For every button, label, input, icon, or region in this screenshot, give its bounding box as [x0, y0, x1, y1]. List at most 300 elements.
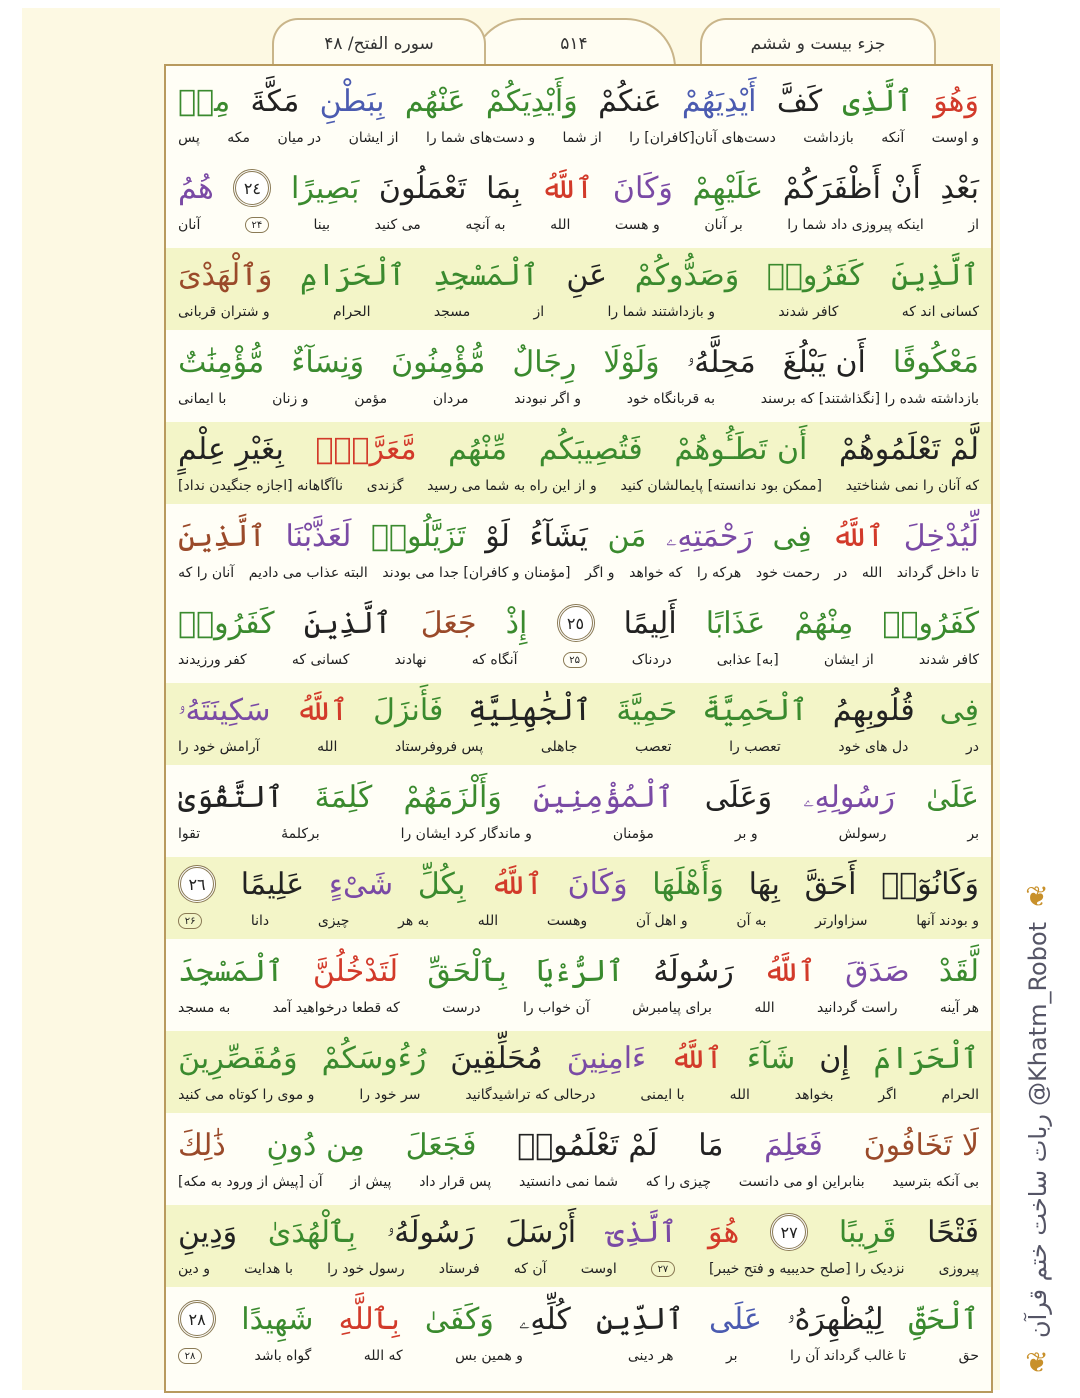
arabic-word: مِنۢ: [178, 83, 231, 119]
arabic-word: جَعَلَ: [420, 605, 477, 641]
arabic-word: مَحِلَّهُۥ: [686, 344, 756, 380]
arabic-word: وَكَفَىٰ: [424, 1301, 494, 1337]
arabic-word: ٱللَّهُ: [490, 866, 543, 902]
translation-word: به هر: [398, 913, 430, 929]
verse-line: [166, 1205, 991, 1287]
arabic-word: وَكَانَ: [612, 170, 673, 206]
page-frame: [22, 8, 1000, 1390]
arabic-word: بِمَا: [486, 170, 521, 206]
arabic-text-row: [178, 1122, 979, 1168]
translation-word: هر آینه: [939, 1000, 979, 1016]
arabic-word: مِنْهُمْ: [794, 605, 854, 641]
arabic-text-row: [178, 426, 979, 472]
arabic-word: مِن دُونِ: [266, 1127, 365, 1163]
translation-word: جاهلی: [540, 739, 578, 755]
arabic-word: بِٱللَّهِ: [338, 1301, 400, 1337]
translation-word: هرکه را: [696, 565, 742, 581]
side-watermark-panel: [1000, 880, 1070, 1380]
verse-line: [166, 683, 991, 765]
translation-word: الله: [861, 565, 883, 581]
translation-word: بازداشت: [803, 130, 854, 146]
ayah-number-medallion: ٢٥: [557, 604, 595, 642]
arabic-word: ٱلْحَمِيَّةَ: [702, 692, 808, 728]
persian-translation-row: [178, 300, 979, 324]
translation-word: آن [پیش از ورود به مکه]: [178, 1174, 323, 1190]
arabic-word: ٱلْمُؤْمِنِينَ: [532, 779, 674, 815]
translation-word: از: [533, 304, 545, 320]
translation-word: دردناک: [631, 652, 672, 668]
translation-word: مسجد: [433, 304, 471, 320]
arabic-word: مُحَلِّقِينَ: [450, 1040, 543, 1076]
translation-word: کسانی که: [291, 652, 350, 668]
translation-word: و بازداشتند شما را: [607, 304, 715, 320]
quran-page-body: [164, 64, 993, 1393]
arabic-word: لَوْ: [485, 518, 510, 554]
arabic-word: كَفَّ: [776, 83, 823, 119]
persian-translation-row: [178, 1083, 979, 1107]
arabic-word: عَلِيمًا: [240, 866, 305, 902]
translation-word: از ایشان: [823, 652, 874, 668]
arabic-word: هُوَ: [707, 1214, 740, 1250]
arabic-word: مَكَّةَ: [250, 83, 300, 119]
translation-word: رسولش: [838, 826, 887, 842]
arabic-word: تَزَيَّلُوا۟: [371, 518, 466, 554]
arabic-word: عَلَيْهِمْ: [692, 170, 764, 206]
translation-word: اینکه پیروزی داد شما را: [787, 217, 924, 233]
arabic-word: مَا: [698, 1127, 724, 1163]
persian-translation-row: [178, 996, 979, 1020]
translation-word: [به] عذابی: [716, 652, 779, 668]
arabic-word: وَهُوَ: [933, 83, 979, 119]
verse-line: [166, 944, 991, 1026]
translation-word: شما نمی دانستید: [519, 1174, 618, 1190]
translation-word: سزاوارتر: [815, 913, 868, 929]
arabic-word: كَفَرُوا۟: [882, 605, 979, 641]
arabic-word: فَتْحًا: [927, 1214, 979, 1250]
translation-word: کفر ورزیدند: [178, 652, 247, 668]
arabic-word: بَعْدِ: [940, 170, 979, 206]
translation-word: آنان: [178, 217, 201, 233]
arabic-word: مُّؤْمِنُونَ: [391, 344, 486, 380]
arabic-text-row: [178, 339, 979, 385]
translation-word: از ایشان: [348, 130, 399, 146]
translation-word: و از این راه به شما می رسید: [427, 478, 597, 494]
arabic-word: إِذْ: [505, 605, 528, 641]
arabic-word: بِغَيْرِ عِلْمٍ: [178, 431, 284, 467]
verse-line: [166, 74, 991, 156]
translation-word: الله: [477, 913, 499, 929]
translation-word: کافر شدند: [778, 304, 839, 320]
arabic-word: رِجَالٌ: [512, 344, 577, 380]
translation-word: فرستاد: [438, 1261, 480, 1277]
translation-word: با هدایت: [244, 1261, 293, 1277]
verse-line: [166, 857, 991, 939]
translation-word: و اوست: [931, 130, 979, 146]
translation-word: و اگر: [585, 565, 615, 581]
surah-label: سوره الفتح/ ۴۸: [324, 34, 434, 54]
arabic-word: وَصَدُّوكُمْ: [634, 257, 740, 293]
translation-word: پیروزی: [938, 1261, 979, 1277]
translation-word: آن که: [513, 1261, 547, 1277]
arabic-text-row: [178, 687, 979, 733]
arabic-text-row: [178, 1035, 979, 1081]
translation-word: سر خود را: [359, 1087, 421, 1103]
arabic-word: رَسُولَهُ: [653, 953, 734, 989]
arabic-word: عَذَابًا: [705, 605, 766, 641]
arabic-word: ٱلْحَقِّ: [908, 1301, 979, 1337]
arabic-word: مَعْكُوفًا: [892, 344, 979, 380]
arabic-word: شَىْءٍ: [328, 866, 394, 902]
translation-word: مردان: [432, 391, 469, 407]
translation-word: الله: [754, 1000, 775, 1016]
translation-word: و دین: [178, 1261, 210, 1277]
arabic-text-row: [178, 1296, 979, 1342]
translation-word: برکلمهٔ: [281, 826, 320, 842]
arabic-word: ٱلَّذِينَ: [891, 257, 979, 293]
translation-word: چیزی: [317, 913, 350, 929]
ayah-number-small: ۲۷: [651, 1261, 675, 1277]
ayah-number-small: ۲۵: [563, 652, 587, 668]
arabic-word: أَرْسَلَ: [505, 1214, 577, 1250]
verse-line: [166, 1118, 991, 1200]
translation-word: برای پیامبرش: [632, 1000, 712, 1016]
translation-word: کسانی اند که: [901, 304, 979, 320]
arabic-word: شَهِيدًا: [241, 1301, 314, 1337]
arabic-word: قَرِيبًا: [838, 1214, 897, 1250]
arabic-word: ٱلَّذِينَ: [178, 518, 266, 554]
arabic-word: وَٱلْهَدْىَ: [178, 257, 273, 293]
arabic-text-row: [178, 165, 979, 211]
arabic-word: فَجَعَلَ: [405, 1127, 477, 1163]
arabic-word: لِّيُدْخِلَ: [903, 518, 979, 554]
translation-word: و اهل آن: [635, 913, 688, 929]
arabic-word: بَصِيرًا: [291, 170, 360, 206]
arabic-word: ٱلْحَرَامِ: [300, 257, 406, 293]
translation-word: راست گردانید: [816, 1000, 898, 1016]
arabic-word: لَعَذَّبْنَا: [285, 518, 352, 554]
translation-word: آرامش خود را: [178, 739, 260, 755]
translation-word: رحمت خود: [755, 565, 820, 581]
verse-line: [166, 509, 991, 591]
translation-word: الحرام: [941, 1087, 979, 1103]
translation-word: تا داخل گرداند: [896, 565, 979, 581]
translation-word: وهست: [546, 913, 588, 929]
arabic-word: وَلَوْلَا: [603, 344, 660, 380]
translation-word: بر: [725, 1348, 738, 1364]
persian-translation-row: [178, 648, 979, 672]
arabic-word: وَعَلَى: [704, 779, 773, 815]
arabic-word: حَمِيَّةَ: [616, 692, 678, 728]
arabic-word: ٱلتَّقْوَىٰ: [178, 779, 284, 815]
translation-word: [مؤمنان و کافران] جدا می بودند: [382, 565, 571, 581]
translation-word: از: [968, 217, 979, 233]
translation-word: به مسجد: [178, 1000, 231, 1016]
translation-word: الله: [550, 217, 571, 233]
translation-word: و زنان: [272, 391, 309, 407]
arabic-word: لَا تَخَافُونَ: [863, 1127, 979, 1163]
arabic-word: أَن يَبْلُغَ: [782, 344, 866, 380]
arabic-word: بِبَطْنِ: [319, 83, 385, 119]
arabic-word: لَتَدْخُلُنَّ: [312, 953, 399, 989]
translation-word: آنان را که: [178, 565, 235, 581]
arabic-text-row: [178, 78, 979, 124]
arabic-text-row: [178, 513, 979, 559]
persian-translation-row: [178, 561, 979, 585]
ayah-number-medallion: ٢٤: [233, 169, 271, 207]
arabic-word: فِى: [939, 692, 979, 728]
arabic-word: ٱلرُّءْيَا: [536, 953, 625, 989]
translation-word: الله: [729, 1087, 750, 1103]
translation-word: که الله: [363, 1348, 403, 1364]
arabic-word: ٱللَّهُ: [540, 170, 594, 206]
side-watermark-text: [1008, 900, 1068, 1360]
arabic-word: رَحْمَتِهِۦ: [665, 518, 753, 554]
arabic-word: وَأَلْزَمَهُمْ: [403, 779, 502, 815]
persian-translation-row: [178, 1344, 979, 1368]
arabic-word: ٱللَّهُ: [763, 953, 816, 989]
translation-word: مؤمنان: [612, 826, 654, 842]
arabic-word: ذَٰلِكَ: [178, 1127, 226, 1163]
translation-word: مؤمن: [354, 391, 388, 407]
translation-word: بخواهد: [794, 1087, 834, 1103]
translation-word: بر آنان: [704, 217, 743, 233]
arabic-word: أَنْ أَظْفَرَكُمْ: [782, 170, 921, 206]
arabic-word: بِٱلْهُدَىٰ: [267, 1214, 356, 1250]
arabic-word: شَآءَ: [746, 1040, 796, 1076]
arabic-word: رُءُوسَكُمْ: [321, 1040, 427, 1076]
watermark-handle: @Khatm_Robot: [1024, 922, 1052, 1107]
arabic-word: لَمْ تَعْلَمُوا۟: [517, 1127, 658, 1163]
arabic-word: ٱللَّهُ: [295, 692, 349, 728]
persian-translation-row: [178, 213, 979, 237]
translation-word: که خواهد: [629, 565, 683, 581]
arabic-word: ٱلَّذِىٓ: [606, 1214, 678, 1250]
page-header: [172, 18, 932, 68]
arabic-word: مَن: [607, 518, 647, 554]
translation-word: نزدیک را [صلح حدیبیه و فتح خیبر]: [709, 1261, 905, 1277]
arabic-word: أَيْدِيَهُمْ: [681, 83, 757, 119]
translation-word: چیزی را که: [645, 1174, 711, 1190]
arabic-word: بِكُلِّ: [417, 866, 466, 902]
arabic-word: وَأَهْلَهَا: [652, 866, 724, 902]
arabic-word: تَعْمَلُونَ: [378, 170, 467, 206]
translation-word: تا غالب گرداند آن را: [790, 1348, 907, 1364]
arabic-text-row: [178, 774, 979, 820]
translation-word: البته عذاب می دادیم: [248, 565, 368, 581]
arabic-text-row: [178, 600, 979, 646]
arabic-word: لَّمْ تَعْلَمُوهُمْ: [838, 431, 979, 467]
juz-label: جزء بیست و ششم: [750, 34, 886, 54]
juz-tab: [700, 18, 936, 68]
arabic-word: وَأَيْدِيَكُمْ: [485, 83, 578, 119]
arabic-word: عَلَىٰ: [926, 779, 979, 815]
ayah-number-medallion: ٢٦: [178, 865, 216, 903]
persian-translation-row: [178, 1257, 979, 1281]
translation-word: آن خواب را: [523, 1000, 590, 1016]
translation-word: الحرام: [333, 304, 371, 320]
translation-word: آنگاه که: [471, 652, 518, 668]
translation-word: کافر شدند: [918, 652, 979, 668]
translation-word: که قطعا درخواهید آمد: [272, 1000, 400, 1016]
translation-word: ناآگاهانه [اجازه جنگیدن نداد]: [178, 478, 344, 494]
arabic-word: ءَامِنِينَ: [566, 1040, 647, 1076]
verse-line: [166, 1031, 991, 1113]
ornament-top-icon: ❦: [1025, 880, 1049, 913]
arabic-text-row: [178, 948, 979, 994]
verse-line: [166, 1292, 991, 1374]
translation-word: گواه باشد: [254, 1348, 312, 1364]
persian-translation-row: [178, 909, 979, 933]
translation-word: و بودند آنها: [916, 913, 979, 929]
arabic-word: سَكِينَتَهُۥ: [178, 692, 271, 728]
ornament-bottom-icon: ❦: [1025, 1346, 1049, 1379]
translation-word: به آن: [736, 913, 767, 929]
translation-word: در: [966, 739, 979, 755]
arabic-text-row: [178, 861, 979, 907]
translation-word: تعصب را: [729, 739, 781, 755]
arabic-word: فِى: [772, 518, 812, 554]
surah-tab: [272, 18, 486, 68]
translation-word: رسول خود را: [327, 1261, 405, 1277]
arabic-word: وَكَانَ: [567, 866, 628, 902]
translation-word: تقوا: [178, 826, 201, 842]
verse-line: [166, 248, 991, 330]
arabic-word: قُلُوبِهِمُ: [832, 692, 915, 728]
arabic-word: ٱللَّهُ: [831, 518, 885, 554]
translation-word: درحالی که تراشیدگانید: [465, 1087, 596, 1103]
arabic-word: أَلِيمًا: [623, 605, 677, 641]
arabic-word: ٱلدِّينِ: [595, 1301, 684, 1337]
arabic-text-row: [178, 1209, 979, 1255]
arabic-word: أَحَقَّ: [804, 866, 857, 902]
arabic-word: ٱلَّذِينَ: [303, 605, 392, 641]
arabic-word: ٱلْحَرَامَ: [873, 1040, 979, 1076]
arabic-word: كَفَرُوا۟: [178, 605, 275, 641]
persian-translation-row: [178, 474, 979, 498]
translation-word: و هست: [614, 217, 660, 233]
translation-word: به قربانگاه خود: [626, 391, 716, 407]
arabic-word: لِيُظْهِرَهُۥ: [787, 1301, 884, 1337]
persian-translation-row: [178, 387, 979, 411]
translation-word: پس قرار داد: [419, 1174, 492, 1190]
translation-word: و ماندگار کرد ایشان را: [400, 826, 532, 842]
arabic-word: فَعَلِمَ: [764, 1127, 823, 1163]
arabic-word: ٱلْجَٰهِلِيَّةِ: [468, 692, 592, 728]
translation-word: بر: [967, 826, 979, 842]
translation-word: اوست: [580, 1261, 617, 1277]
verse-line: [166, 161, 991, 243]
translation-word: الله: [317, 739, 338, 755]
watermark-title: ربات ساخت ختم قرآن: [1024, 1114, 1052, 1339]
ayah-number-small: ۲۴: [245, 217, 269, 233]
persian-translation-row: [178, 822, 979, 846]
ayah-number-medallion: ٢٨: [178, 1300, 216, 1338]
persian-translation-row: [178, 735, 979, 759]
verse-line: [166, 596, 991, 678]
page-number-tab: [472, 18, 676, 68]
translation-word: بی آنکه بترسید: [892, 1174, 979, 1190]
arabic-text-row: [178, 252, 979, 298]
arabic-word: مِّنْهُم: [448, 431, 508, 467]
arabic-word: عَلَى: [709, 1301, 762, 1337]
translation-word: درست: [442, 1000, 481, 1016]
translation-word: اگر: [878, 1087, 897, 1103]
arabic-word: أَن تَطَـُٔوهُمْ: [674, 431, 808, 467]
translation-word: می کنید: [374, 217, 421, 233]
translation-word: به آنچه: [465, 217, 506, 233]
arabic-word: مُّؤْمِنَٰتٌ: [178, 344, 265, 380]
translation-word: بازداشته شده را [نگذاشتند] که برسند: [760, 391, 979, 407]
translation-word: [ممکن بود ندانسته] پایمالشان کنید: [620, 478, 822, 494]
translation-word: دانا: [250, 913, 270, 929]
arabic-word: بِهَا: [748, 866, 780, 902]
translation-word: و همین بس: [455, 1348, 523, 1364]
arabic-word: مَّعَرَّةٌۢ: [315, 431, 417, 467]
translation-word: بینا: [313, 217, 331, 233]
arabic-word: يَشَآءُ: [529, 518, 588, 554]
translation-word: از شما: [562, 130, 602, 146]
verse-line: [166, 770, 991, 852]
translation-word: پس: [178, 130, 200, 146]
page-number: ۵۱۴: [560, 34, 588, 54]
translation-word: پیش از: [350, 1174, 392, 1190]
arabic-word: وَنِسَآءٌ: [291, 344, 365, 380]
persian-translation-row: [178, 126, 979, 150]
arabic-word: عَنِ: [566, 257, 608, 293]
translation-word: آنکه: [881, 130, 905, 146]
verse-line: [166, 335, 991, 417]
arabic-word: لَّقَدْ: [938, 953, 979, 989]
arabic-word: عَنكُمْ: [598, 83, 662, 119]
persian-translation-row: [178, 1170, 979, 1194]
translation-word: در: [834, 565, 848, 581]
arabic-word: كَلِمَةَ: [314, 779, 373, 815]
translation-word: دل های خود: [838, 739, 909, 755]
arabic-word: وَكَانُوٓا۟: [881, 866, 979, 902]
arabic-word: إِن: [819, 1040, 850, 1076]
arabic-word: رَسُولِهِۦ: [803, 779, 895, 815]
arabic-word: وَمُقَصِّرِينَ: [178, 1040, 298, 1076]
translation-word: بنابراین او می دانست: [738, 1174, 865, 1190]
arabic-word: كُلِّهِۦ: [519, 1301, 571, 1337]
ayah-number-small: ۲۶: [178, 913, 202, 929]
translation-word: نهادند: [394, 652, 427, 668]
translation-word: پس فروفرستاد: [395, 739, 484, 755]
arabic-word: فَأَنزَلَ: [373, 692, 444, 728]
verse-line: [166, 422, 991, 504]
arabic-word: وَدِينِ: [178, 1214, 238, 1250]
translation-word: دست‌های آنان[کافران] را: [629, 130, 776, 146]
translation-word: هر دینی: [627, 1348, 674, 1364]
arabic-word: فَتُصِيبَكُم: [538, 431, 643, 467]
translation-word: در میان: [277, 130, 322, 146]
translation-word: حق: [958, 1348, 979, 1364]
arabic-word: ٱللَّهُ: [670, 1040, 723, 1076]
translation-word: و بر: [734, 826, 758, 842]
ayah-number-small: ۲۸: [178, 1348, 202, 1364]
translation-word: که آنان را نمی شناختید: [845, 478, 979, 494]
translation-word: و اگر نبودند: [514, 391, 582, 407]
arabic-word: صَدَقَ: [845, 953, 910, 989]
ayah-number-medallion: ٢٧: [770, 1213, 808, 1251]
translation-word: مکه: [227, 130, 251, 146]
arabic-word: ٱلْمَسْجِدِ: [433, 257, 539, 293]
translation-word: و موی را کوتاه می کنید: [178, 1087, 315, 1103]
translation-word: گزندی: [366, 478, 404, 494]
translation-word: با ایمنی: [640, 1087, 685, 1103]
arabic-word: ٱلَّذِى: [842, 83, 913, 119]
translation-word: تعصب: [635, 739, 672, 755]
